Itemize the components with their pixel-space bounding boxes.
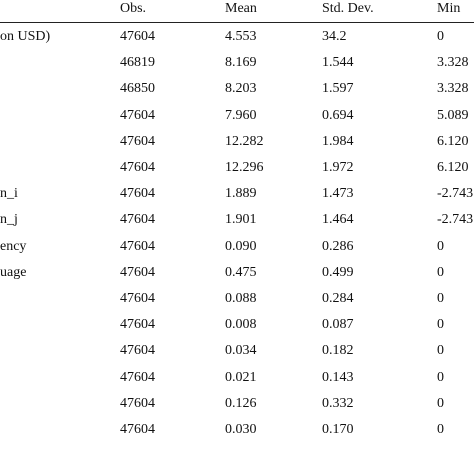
header-std-dev: Std. Dev.: [322, 1, 374, 16]
std-dev-cell: 34.2: [322, 29, 347, 44]
table-row: [0, 184, 474, 210]
mean-cell: 1.901: [225, 212, 257, 228]
table-row: [0, 368, 474, 394]
table-row: [0, 158, 474, 184]
std-dev-cell: 0.286: [322, 238, 354, 254]
obs-cell: 47604: [120, 212, 155, 228]
min-cell: 6.120: [437, 133, 469, 149]
std-dev-cell: 1.984: [322, 133, 354, 149]
obs-cell: 47604: [120, 422, 155, 437]
obs-cell: 47604: [120, 29, 155, 44]
min-cell: 0: [437, 291, 444, 306]
row-label: ency: [0, 238, 27, 254]
header-min: Min: [437, 1, 461, 16]
std-dev-cell: 1.464: [322, 212, 354, 228]
table-row: [0, 132, 474, 158]
std-dev-cell: 0.499: [322, 264, 354, 280]
header-rule: [0, 22, 474, 23]
std-dev-cell: 0.170: [322, 422, 354, 437]
table-row: [0, 341, 474, 367]
std-dev-cell: 0.143: [322, 369, 354, 385]
mean-cell: 0.034: [225, 343, 257, 359]
min-cell: -2.743: [437, 186, 474, 202]
table-row: [0, 106, 474, 132]
row-label: n_i: [0, 186, 18, 202]
table-row: [0, 27, 474, 53]
mean-cell: 8.203: [225, 81, 257, 97]
mean-cell: 7.960: [225, 107, 257, 123]
obs-cell: 47604: [120, 264, 155, 280]
obs-cell: 47604: [120, 107, 155, 123]
row-label: on USD): [0, 29, 51, 44]
mean-cell: 0.475: [225, 264, 257, 280]
std-dev-cell: 0.694: [322, 107, 354, 123]
obs-cell: 47604: [120, 369, 155, 385]
min-cell: 5.089: [437, 107, 469, 123]
std-dev-cell: 1.597: [322, 81, 354, 97]
obs-cell: 47604: [120, 317, 155, 333]
mean-cell: 0.008: [225, 317, 257, 333]
obs-cell: 47604: [120, 186, 155, 202]
header-obs: Obs.: [120, 1, 147, 16]
mean-cell: 0.090: [225, 238, 257, 254]
mean-cell: 8.169: [225, 55, 257, 71]
table-row: [0, 210, 474, 236]
table-row: [0, 79, 474, 105]
min-cell: 0: [437, 264, 444, 280]
mean-cell: 12.296: [225, 160, 264, 175]
min-cell: 6.120: [437, 160, 469, 175]
table-row: [0, 420, 474, 446]
obs-cell: 47604: [120, 343, 155, 359]
mean-cell: 0.030: [225, 422, 257, 437]
row-label: uage: [0, 264, 27, 280]
min-cell: 0: [437, 238, 444, 254]
min-cell: 0: [437, 29, 444, 44]
mean-cell: 4.553: [225, 29, 257, 44]
obs-cell: 46850: [120, 81, 155, 97]
obs-cell: 47604: [120, 291, 155, 306]
mean-cell: 0.126: [225, 395, 257, 411]
table-row: [0, 263, 474, 289]
std-dev-cell: 0.284: [322, 291, 354, 306]
table-row: [0, 315, 474, 341]
obs-cell: 46819: [120, 55, 155, 71]
std-dev-cell: 1.473: [322, 186, 354, 202]
obs-cell: 47604: [120, 238, 155, 254]
table-row: [0, 237, 474, 263]
mean-cell: 12.282: [225, 133, 264, 149]
min-cell: 0: [437, 369, 444, 385]
std-dev-cell: 1.972: [322, 160, 354, 175]
std-dev-cell: 0.332: [322, 395, 354, 411]
obs-cell: 47604: [120, 395, 155, 411]
min-cell: 3.328: [437, 81, 469, 97]
std-dev-cell: 1.544: [322, 55, 354, 71]
min-cell: 0: [437, 395, 444, 411]
table-row: [0, 289, 474, 315]
min-cell: 0: [437, 317, 444, 333]
mean-cell: 1.889: [225, 186, 257, 202]
std-dev-cell: 0.182: [322, 343, 354, 359]
obs-cell: 47604: [120, 133, 155, 149]
mean-cell: 0.088: [225, 291, 257, 306]
obs-cell: 47604: [120, 160, 155, 175]
header-mean: Mean: [225, 1, 257, 16]
std-dev-cell: 0.087: [322, 317, 354, 333]
min-cell: -2.743: [437, 212, 474, 228]
mean-cell: 0.021: [225, 369, 257, 385]
min-cell: 0: [437, 422, 444, 437]
table-row: [0, 394, 474, 420]
table-row: [0, 53, 474, 79]
min-cell: 3.328: [437, 55, 469, 71]
row-label: n_j: [0, 212, 18, 228]
min-cell: 0: [437, 343, 444, 359]
